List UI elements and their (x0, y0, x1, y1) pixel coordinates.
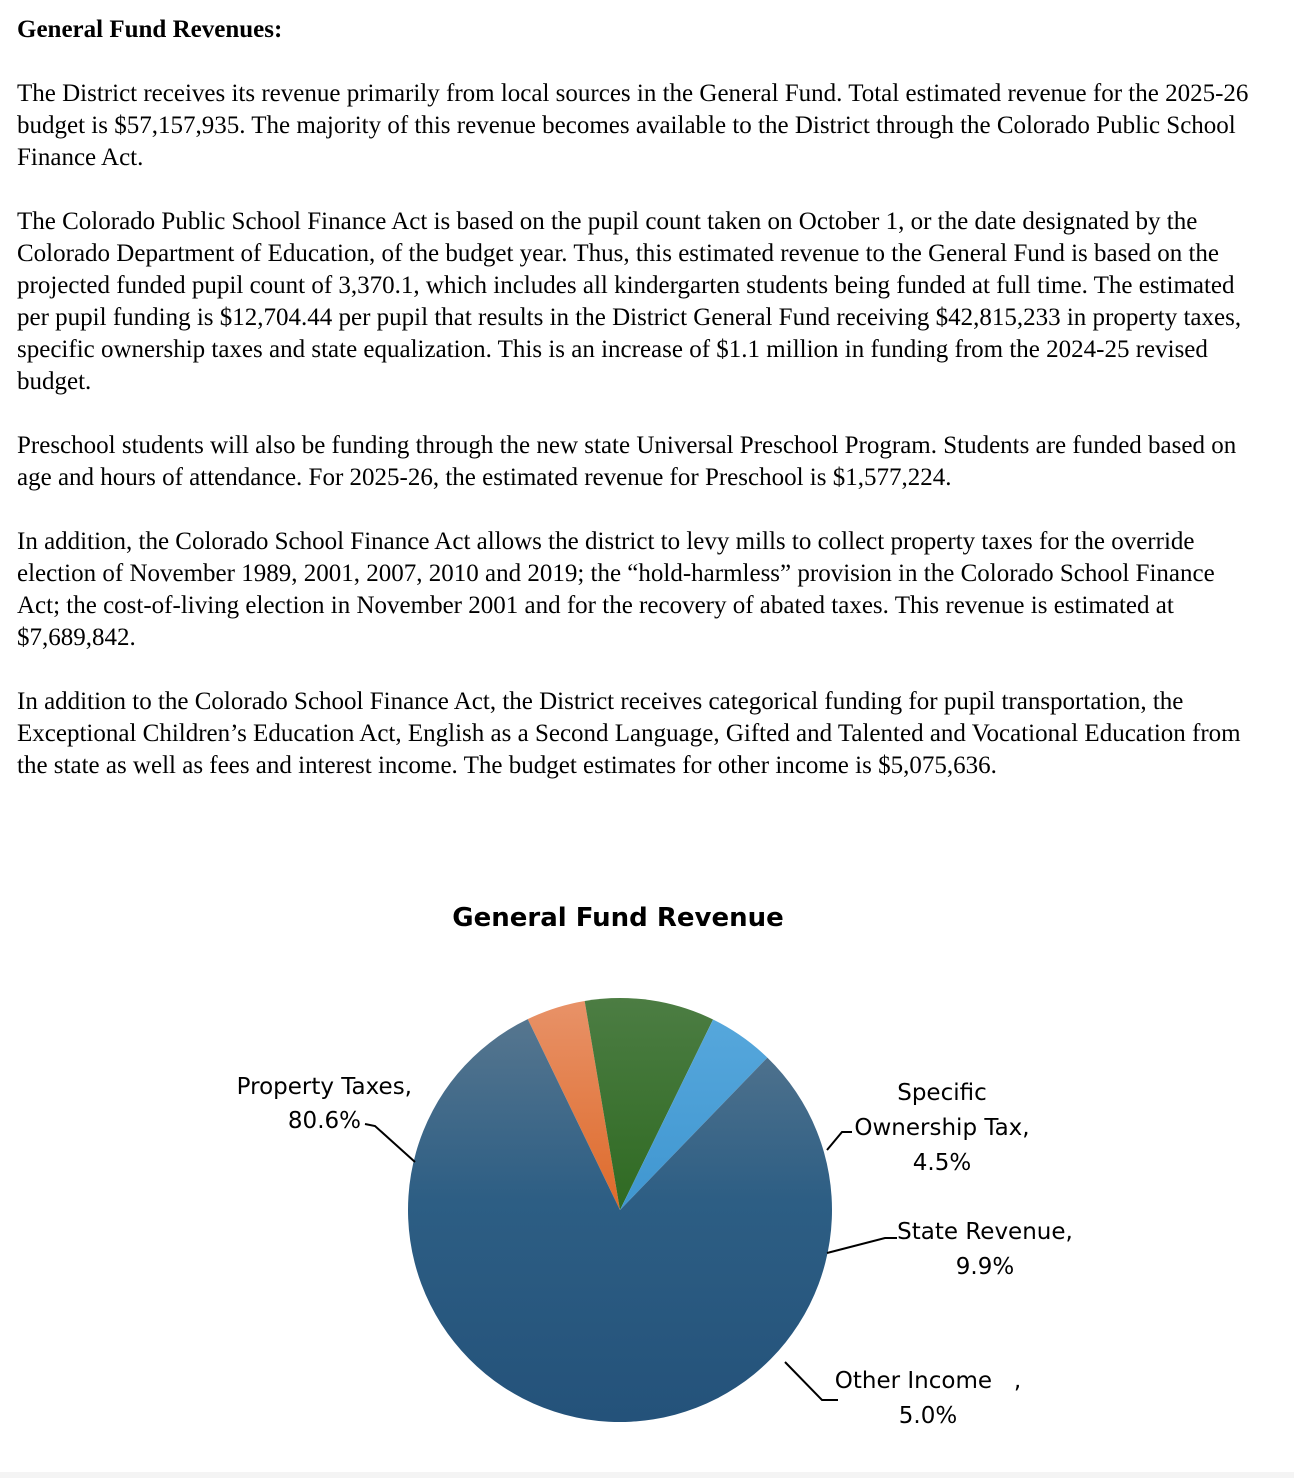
section-heading: General Fund Revenues: (17, 16, 283, 43)
data-label-value-specific-ownership-tax: 4.5% (912, 1150, 972, 1176)
document-body (17, 14, 1257, 814)
paragraph-categorical-funding: In addition to the Colorado School Finance Act, the District receives categorical funding for pupil transportation, the Exceptional Children’s Education Act, English as a Second Language, Gifted and Talented and Vocational Education from the state as well as fees and interest income. The budget estimates for other income is $5,075,636. (17, 688, 1241, 779)
data-label-name-state-revenue: State Revenue, (897, 1219, 1073, 1245)
paragraph-revenue-overview: The District receives its revenue primarily from local sources in the General Fund. Total estimated revenue for the 2025-26 budget is $57,157,935. The majority of this revenue becomes available to the District through the Colorado Public School Finance Act. (17, 80, 1249, 171)
leader-line-specific-ownership-tax (827, 1132, 852, 1150)
leader-line-property-taxes (365, 1124, 415, 1162)
data-label-value-other-income: 5.0% (898, 1403, 958, 1429)
paragraph-override-mills: In addition, the Colorado School Finance Act allows the district to levy mills to collect property taxes for the override election of November 1989, 2001, 2007, 2010 and 2019; the “hold-harmless” provision in the Colorado School Finance Act; the cost-of-living election in November 2001 and for the recovery of abated taxes. This revenue is estimated at $7,689,842. (17, 528, 1215, 651)
leader-line-state-revenue (827, 1238, 897, 1253)
pie-chart-svg (0, 880, 1294, 1460)
data-label-name-specific-ownership-tax: Specific (897, 1080, 987, 1106)
chart-title: General Fund Revenue (452, 903, 784, 933)
paragraph-preschool: Preschool students will also be funding through the new state Universal Preschool Program. Students are funded based on age and hours of attendance. For 2025-26, the estimated revenue for Preschool is $1,577,224. (17, 432, 1237, 491)
data-label-name-other-income: Other Income , (834, 1368, 1022, 1394)
data-label-value-state-revenue: 9.9% (955, 1254, 1015, 1280)
data-label-name-specific-ownership-tax: Ownership Tax, (854, 1115, 1030, 1141)
pie-chart (0, 880, 1294, 1460)
leader-line-other-income (785, 1362, 838, 1400)
data-label-value-property-taxes: 80.6% (287, 1108, 361, 1134)
data-label-name-property-taxes: Property Taxes, (236, 1074, 412, 1100)
page-bottom-edge (0, 1472, 1294, 1478)
paragraph-finance-act: The Colorado Public School Finance Act is based on the pupil count taken on October 1, or the date designated by the Colorado Department of Education, of the budget year. Thus, this estimated revenue to the General Fund is based on the projected funded pupil count of 3,370.1, which includes all kindergarten students being funded at full time. The estimated per pupil funding is $12,704.44 per pupil that results in the District General Fund receiving $42,815,233 in property taxes, specific ownership taxes and state equalization. This is an increase of $1.1 million in funding from the 2024-25 revised budget. (17, 208, 1242, 395)
